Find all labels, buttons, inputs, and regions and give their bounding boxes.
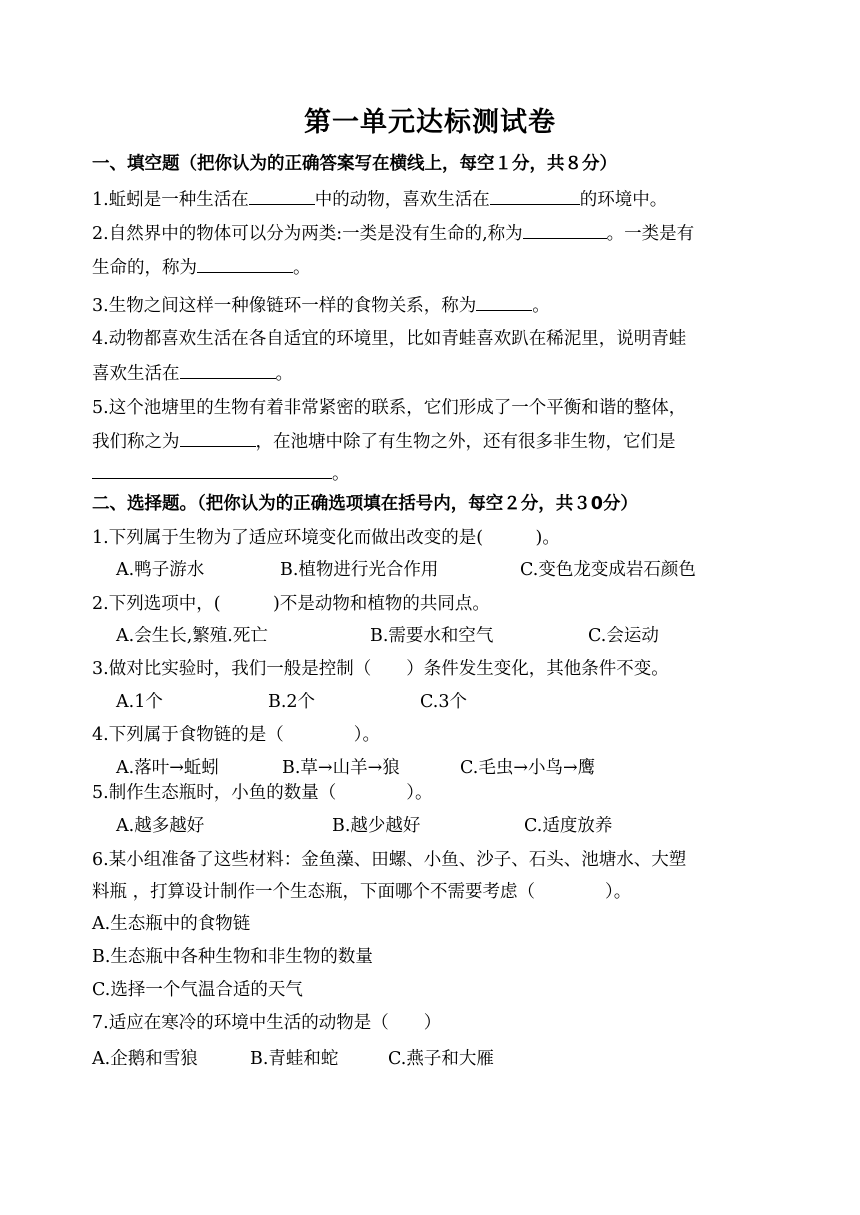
choice-option-c[interactable]: C.3个 [420,692,467,712]
choice-option-c[interactable]: C.毛虫→小鸟→鹰 [460,758,596,778]
question-text: 3.生物之间这样一种像链环一样的食物关系，称为 [92,296,477,316]
answer-blank[interactable] [523,220,607,239]
answer-blank[interactable] [249,186,315,205]
fill-question-2-line-1 [92,220,694,246]
question-text: 。一类是有 [606,224,695,244]
choice-question-7: 7.适应在寒冷的环境中生活的动物是（ ） [92,1013,442,1033]
answer-blank[interactable] [490,186,580,205]
section-2-heading: 二、选择题。（把你认为的正确选项填在括号内，每空２分，共３0分） [92,494,638,514]
choice-option-c[interactable]: C.适度放养 [524,816,613,836]
question-text: 。 [532,296,550,316]
choice-option-b[interactable]: B.生态瓶中各种生物和非生物的数量 [92,947,373,967]
question-text: 生命的，称为 [92,258,197,278]
answer-blank[interactable] [476,292,532,311]
fill-question-1 [92,186,667,212]
choice-option-a[interactable]: A.企鹅和雪狼 [92,1049,198,1069]
page-title: 第一单元达标测试卷 [304,107,556,138]
choice-option-a[interactable]: A.鸭子游水 [116,560,205,580]
question-text: 1.蚯蚓是一种生活在 [92,190,249,210]
choice-option-a[interactable]: A.生态瓶中的食物链 [92,914,251,934]
answer-blank[interactable] [180,428,256,447]
choice-option-a[interactable]: A.1个 [116,692,163,712]
choice-option-a[interactable]: A.会生长,繁殖.死亡 [116,626,268,646]
choice-option-b[interactable]: B.草→山羊→狼 [282,758,400,778]
fill-question-5-line-3 [92,460,350,486]
question-text: 2.自然界中的物体可以分为两类:一类是没有生命的,称为 [92,224,523,244]
choice-option-c[interactable]: C.会运动 [588,626,659,646]
choice-option-c[interactable]: C.变色龙变成岩石颜色 [520,560,696,580]
question-text: 。 [332,464,350,484]
choice-option-b[interactable]: B.植物进行光合作用 [280,560,439,580]
choice-question-2: 2.下列选项中，( )不是动物和植物的共同点。 [92,594,490,614]
answer-blank[interactable] [180,360,276,379]
fill-question-5-line-2 [92,428,676,454]
choice-question-5: 5.制作生态瓶时，小鱼的数量（ ）。 [92,783,433,803]
choice-question-1: 1.下列属于生物为了适应环境变化而做出改变的是( )。 [92,528,560,548]
answer-blank[interactable] [92,460,332,479]
choice-option-a[interactable]: A.落叶→蚯蚓 [116,758,219,778]
question-text: 。 [275,364,293,384]
fill-question-2-line-2 [92,254,311,280]
answer-blank[interactable] [197,254,293,273]
choice-option-a[interactable]: A.越多越好 [116,816,205,836]
choice-option-b[interactable]: B.需要水和空气 [370,626,494,646]
choice-option-c[interactable]: C.选择一个气温合适的天气 [92,980,303,1000]
choice-question-4: 4.下列属于食物链的是（ ）。 [92,725,380,745]
choice-question-6-line-2: 料瓶 ，打算设计制作一个生态瓶，下面哪个不需要考虑（ ）。 [92,882,632,902]
choice-question-6-line-1: 6.某小组准备了这些材料：金鱼藻、田螺、小鱼、沙子、石头、池塘水、大塑 [92,850,687,870]
question-text: 的环境中。 [579,190,668,210]
choice-option-b[interactable]: B.青蛙和蛇 [250,1049,339,1069]
question-text: 喜欢生活在 [92,364,180,384]
choice-option-c[interactable]: C.燕子和大雁 [388,1049,494,1069]
question-text: 中的动物，喜欢生活在 [314,190,490,210]
choice-question-3: 3.做对比实验时，我们一般是控制（ ）条件发生变化，其他条件不变。 [92,659,669,679]
question-text: 我们称之为 [92,432,180,452]
section-1-heading: 一、填空题（把你认为的正确答案写在横线上，每空１分，共８分） [92,154,617,174]
fill-question-4-line-1: 4.动物都喜欢生活在各自适宜的环境里，比如青蛙喜欢趴在稀泥里，说明青蛙 [92,329,687,349]
fill-question-5-line-1: 5.这个池塘里的生物有着非常紧密的联系，它们形成了一个平衡和谐的整体， [92,398,687,418]
fill-question-3 [92,292,550,318]
choice-option-b[interactable]: B.2个 [268,692,316,712]
fill-question-4-line-2 [92,360,293,386]
choice-option-b[interactable]: B.越少越好 [332,816,421,836]
question-text: 。 [293,258,311,278]
question-text: ，在池塘中除了有生物之外，还有很多非生物，它们是 [255,432,676,452]
